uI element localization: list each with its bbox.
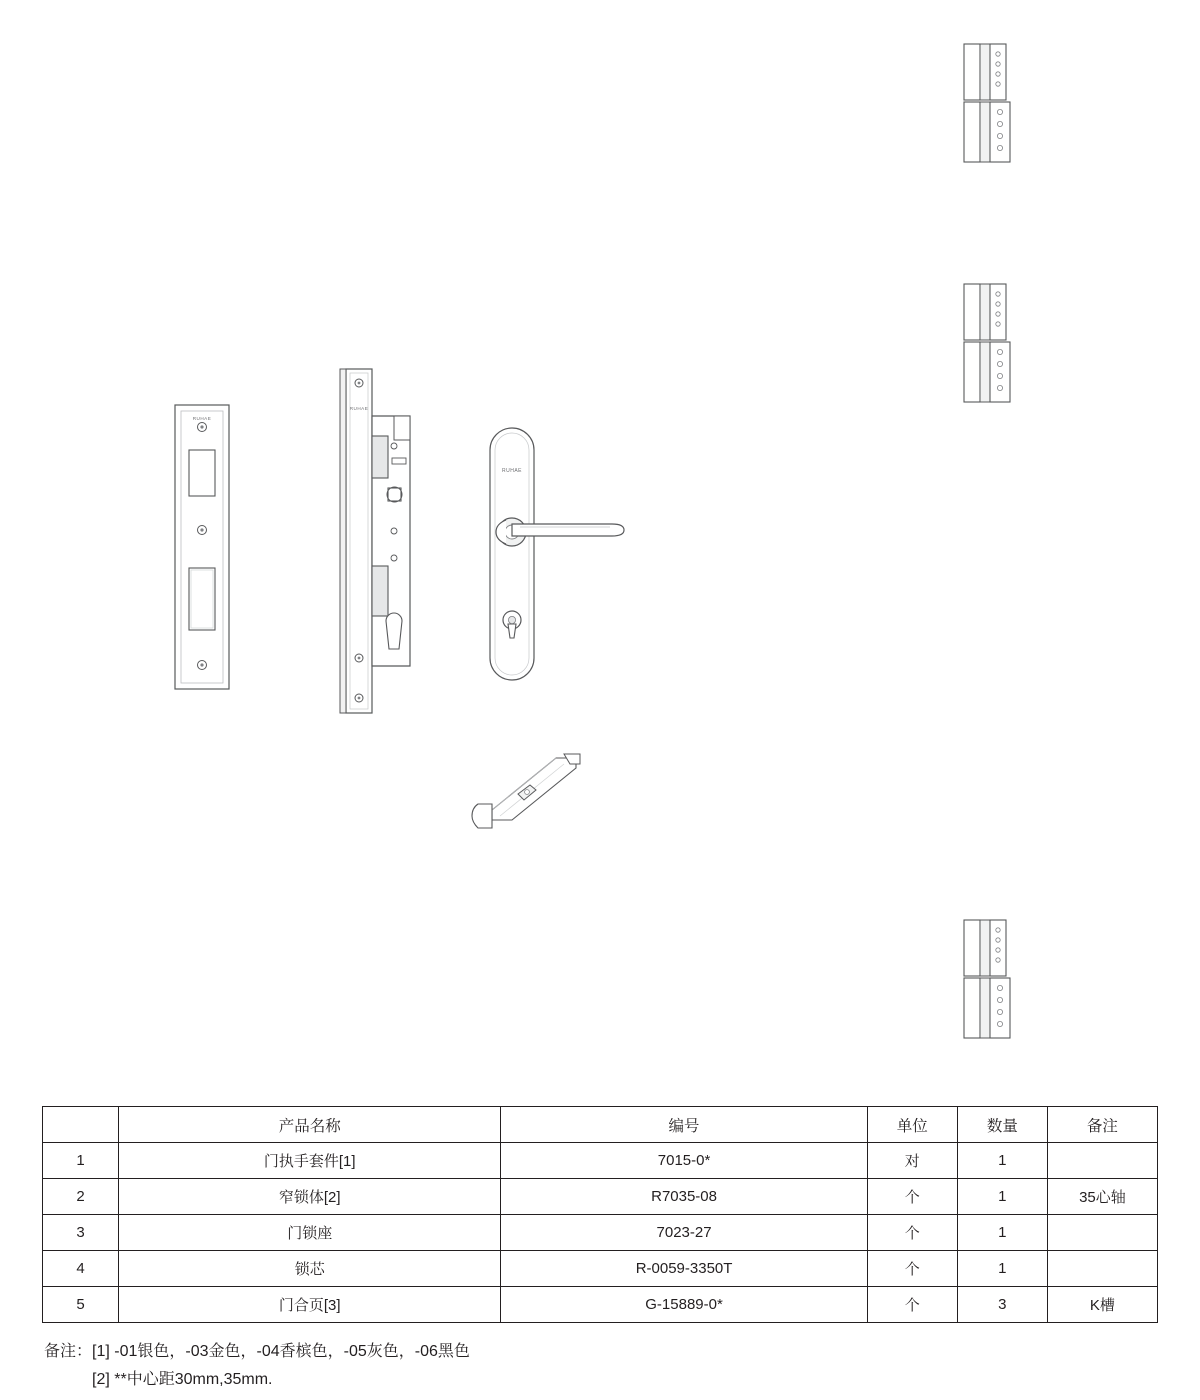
hinge-icon [958,42,1024,168]
cell-code: 7015-0* [501,1143,867,1179]
narrow-lock-body-icon [336,366,446,716]
cell-index: 2 [43,1179,119,1215]
cell-quantity: 3 [957,1287,1047,1323]
cell-index: 1 [43,1143,119,1179]
table-row [43,1287,1158,1323]
cell-quantity: 1 [957,1179,1047,1215]
hinge-icon [958,282,1024,408]
cell-unit: 个 [867,1215,957,1251]
part-hinge-middle [958,282,1024,413]
part-lock-cylinder [470,744,590,849]
parts-table [42,1106,1158,1323]
cell-product-name: 门执手套件[1] [119,1143,501,1179]
header-remark: 备注 [1047,1107,1157,1143]
table-row [43,1251,1158,1287]
header-quantity: 数量 [957,1107,1047,1143]
header-index [43,1107,119,1143]
hinge-icon [958,918,1024,1044]
table-row [43,1215,1158,1251]
header-unit: 单位 [867,1107,957,1143]
cell-index: 5 [43,1287,119,1323]
svg-text:RUHAE: RUHAE [192,416,212,421]
cell-quantity: 1 [957,1251,1047,1287]
cell-remark: K槽 [1047,1287,1157,1323]
cell-code: R7035-08 [501,1179,867,1215]
cell-index: 4 [43,1251,119,1287]
cell-remark [1047,1251,1157,1287]
cell-code: 7023-27 [501,1215,867,1251]
footnote-line-1: 备注：[1] -01银色，-03金色，-04香槟色，-05灰色，-06黑色 [44,1343,470,1360]
part-door-handle-set [482,424,647,689]
cell-unit: 对 [867,1143,957,1179]
part-hinge-top [958,42,1024,173]
header-product-name: 产品名称 [119,1107,501,1143]
footnotes [44,1338,1144,1394]
svg-text:RUHAE: RUHAE [501,468,523,474]
cell-index: 3 [43,1215,119,1251]
cell-quantity: 1 [957,1143,1047,1179]
cell-unit: 个 [867,1179,957,1215]
cell-unit: 个 [867,1251,957,1287]
door-handle-set-icon [482,424,647,684]
svg-text:RUHAE: RUHAE [349,406,369,411]
table-header-row [43,1107,1158,1143]
cell-remark [1047,1215,1157,1251]
strike-plate-icon [172,402,242,692]
cell-remark: 35心轴 [1047,1179,1157,1215]
cell-code: G-15889-0* [501,1287,867,1323]
cell-product-name: 门合页[3] [119,1287,501,1323]
table-row [43,1179,1158,1215]
cell-remark [1047,1143,1157,1179]
cell-product-name: 锁芯 [119,1251,501,1287]
footnote-line-2: [2] **中心距30mm,35mm. [92,1371,273,1388]
table-row [43,1143,1158,1179]
cell-code: R-0059-3350T [501,1251,867,1287]
part-narrow-lock-body [336,366,446,721]
cell-product-name: 门锁座 [119,1215,501,1251]
parts-table-container [42,1106,1158,1323]
part-strike-plate [172,402,242,697]
cell-unit: 个 [867,1287,957,1323]
lock-cylinder-icon [470,744,590,844]
part-hinge-bottom [958,918,1024,1049]
cell-product-name: 窄锁体[2] [119,1179,501,1215]
cell-quantity: 1 [957,1215,1047,1251]
header-code: 编号 [501,1107,867,1143]
